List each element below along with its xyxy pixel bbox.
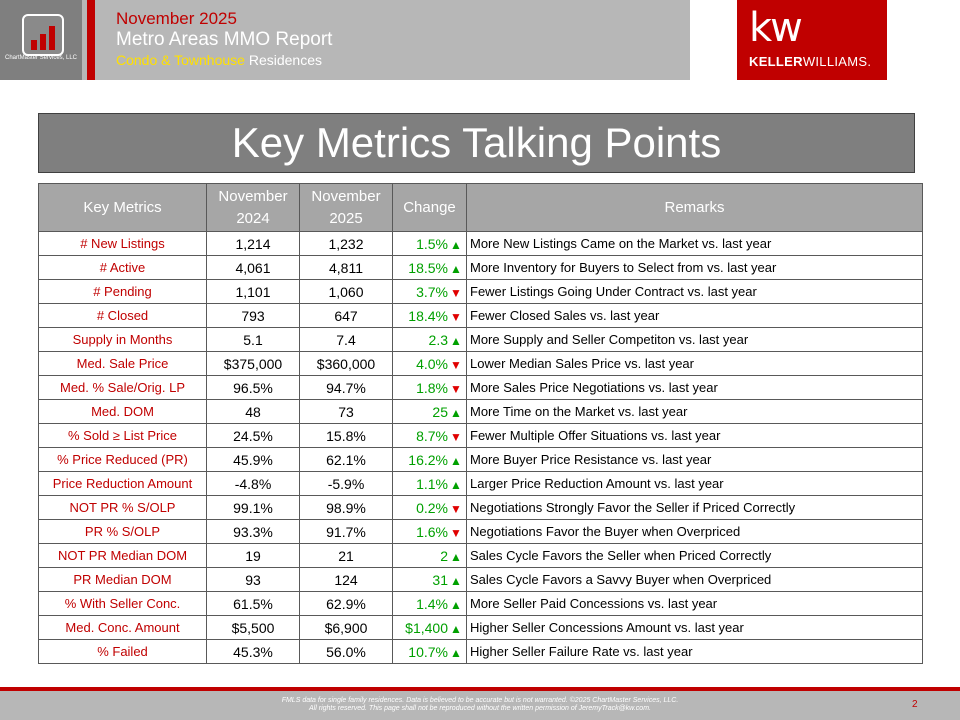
remark: Fewer Listings Going Under Contract vs. last year — [467, 280, 923, 304]
table-row — [39, 376, 923, 400]
value-year1: $375,000 — [207, 352, 300, 376]
change-value: 1.5% — [416, 235, 448, 252]
triangle-down-icon: ▼ — [450, 309, 462, 324]
bar-chart-icon — [22, 14, 64, 56]
metric-name: Price Reduction Amount — [39, 472, 207, 496]
value-year1: 1,214 — [207, 232, 300, 256]
change-value: 8.7% — [416, 427, 448, 444]
change-value: 2 — [440, 547, 448, 564]
change-cell — [393, 448, 467, 472]
change-cell — [393, 616, 467, 640]
value-year1: 4,061 — [207, 256, 300, 280]
change-value: 1.4% — [416, 595, 448, 612]
remark: More Sales Price Negotiations vs. last year — [467, 376, 923, 400]
footer-line1: FMLS data for single family residences. Data is believed to be accurate but is not warranted. ©2025 ChartMaster Services, LLC. — [281, 697, 679, 704]
table-row — [39, 640, 923, 664]
value-year2: 4,811 — [300, 256, 393, 280]
remark: Larger Price Reduction Amount vs. last year — [467, 472, 923, 496]
metric-name: NOT PR Median DOM — [39, 544, 207, 568]
triangle-down-icon: ▼ — [450, 501, 462, 516]
remark: Negotiations Strongly Favor the Seller if Priced Correctly — [467, 496, 923, 520]
change-value: 2.3 — [428, 331, 448, 348]
triangle-up-icon: ▲ — [450, 261, 462, 276]
table-row — [39, 352, 923, 376]
change-value: 1.8% — [416, 379, 448, 396]
table-row — [39, 616, 923, 640]
table-row — [39, 400, 923, 424]
change-value: 18.4% — [408, 307, 448, 324]
metric-name: # Active — [39, 256, 207, 280]
value-year1: 793 — [207, 304, 300, 328]
kw-name: KELLERWILLIAMS. — [749, 54, 872, 69]
value-year2: 21 — [300, 544, 393, 568]
footer-line2: All rights reserved. This page shall not be reproduced without the written permission of JeremyTrack@kw.com. — [309, 705, 651, 712]
change-cell — [393, 304, 467, 328]
remark: More Inventory for Buyers to Select from vs. last year — [467, 256, 923, 280]
triangle-down-icon: ▼ — [450, 429, 462, 444]
metric-name: NOT PR % S/OLP — [39, 496, 207, 520]
header-remarks: Remarks — [467, 184, 923, 232]
table-row — [39, 520, 923, 544]
change-value: 1.6% — [416, 523, 448, 540]
metric-name: # Closed — [39, 304, 207, 328]
value-year2: 7.4 — [300, 328, 393, 352]
remark: More Seller Paid Concessions vs. last year — [467, 592, 923, 616]
value-year2: 124 — [300, 568, 393, 592]
table-row — [39, 496, 923, 520]
metric-name: Med. DOM — [39, 400, 207, 424]
header-year1: November 2024 — [207, 184, 300, 232]
value-year2: 62.9% — [300, 592, 393, 616]
remark: Higher Seller Failure Rate vs. last year — [467, 640, 923, 664]
header-divider — [87, 0, 95, 80]
remark: More Buyer Price Resistance vs. last year — [467, 448, 923, 472]
value-year2: 15.8% — [300, 424, 393, 448]
triangle-down-icon: ▼ — [450, 285, 462, 300]
remark: More Supply and Seller Competiton vs. last year — [467, 328, 923, 352]
triangle-up-icon: ▲ — [450, 645, 462, 660]
metric-name: # Pending — [39, 280, 207, 304]
triangle-up-icon: ▲ — [450, 621, 462, 636]
table-row — [39, 592, 923, 616]
change-value: 4.0% — [416, 355, 448, 372]
change-value: 25 — [432, 403, 448, 420]
change-cell — [393, 256, 467, 280]
table-row — [39, 232, 923, 256]
remark: Higher Seller Concessions Amount vs. last year — [467, 616, 923, 640]
page-title: Key Metrics Talking Points — [38, 113, 915, 173]
change-cell — [393, 472, 467, 496]
value-year2: 647 — [300, 304, 393, 328]
remark: Fewer Closed Sales vs. last year — [467, 304, 923, 328]
change-cell — [393, 520, 467, 544]
metric-name: Med. Conc. Amount — [39, 616, 207, 640]
triangle-up-icon: ▲ — [450, 597, 462, 612]
value-year2: 98.9% — [300, 496, 393, 520]
value-year2: 62.1% — [300, 448, 393, 472]
metric-name: Med. % Sale/Orig. LP — [39, 376, 207, 400]
change-cell — [393, 376, 467, 400]
property-type-suffix: Residences — [244, 52, 322, 68]
remark: Sales Cycle Favors a Savvy Buyer when Overpriced — [467, 568, 923, 592]
report-title: Metro Areas MMO Report — [116, 29, 333, 50]
logo-text: ChartMaster Services, LLC — [4, 55, 78, 61]
change-value: $1,400 — [405, 619, 448, 636]
change-value: 18.5% — [408, 259, 448, 276]
table-body — [39, 232, 923, 664]
header-year2: November 2025 — [300, 184, 393, 232]
change-cell — [393, 352, 467, 376]
triangle-up-icon: ▲ — [450, 405, 462, 420]
change-value: 31 — [432, 571, 448, 588]
metric-name: PR % S/OLP — [39, 520, 207, 544]
metric-name: % Failed — [39, 640, 207, 664]
value-year1: 96.5% — [207, 376, 300, 400]
page-number: 2 — [912, 699, 918, 710]
change-value: 3.7% — [416, 283, 448, 300]
change-cell — [393, 400, 467, 424]
table-row — [39, 328, 923, 352]
value-year2: 1,060 — [300, 280, 393, 304]
keller-williams-logo — [737, 0, 887, 80]
table-row — [39, 256, 923, 280]
remark: Negotiations Favor the Buyer when Overpriced — [467, 520, 923, 544]
table-row — [39, 568, 923, 592]
footer-disclaimer — [180, 697, 780, 713]
value-year2: $6,900 — [300, 616, 393, 640]
value-year1: 1,101 — [207, 280, 300, 304]
change-cell — [393, 232, 467, 256]
change-cell — [393, 328, 467, 352]
value-year2: -5.9% — [300, 472, 393, 496]
value-year1: 24.5% — [207, 424, 300, 448]
triangle-up-icon: ▲ — [450, 573, 462, 588]
metric-name: Med. Sale Price — [39, 352, 207, 376]
chartmaster-logo — [0, 0, 82, 80]
kw-mark: kw — [749, 5, 801, 51]
triangle-up-icon: ▲ — [450, 477, 462, 492]
value-year1: 61.5% — [207, 592, 300, 616]
value-year1: 5.1 — [207, 328, 300, 352]
change-cell — [393, 496, 467, 520]
change-cell — [393, 592, 467, 616]
triangle-up-icon: ▲ — [450, 453, 462, 468]
table-row — [39, 424, 923, 448]
triangle-down-icon: ▼ — [450, 525, 462, 540]
value-year1: 93 — [207, 568, 300, 592]
remark: More Time on the Market vs. last year — [467, 400, 923, 424]
change-cell — [393, 568, 467, 592]
table-header-row — [39, 184, 923, 232]
table-row — [39, 304, 923, 328]
header-change: Change — [393, 184, 467, 232]
remark: Sales Cycle Favors the Seller when Priced Correctly — [467, 544, 923, 568]
report-month: November 2025 — [116, 9, 237, 28]
metric-name: # New Listings — [39, 232, 207, 256]
value-year1: 99.1% — [207, 496, 300, 520]
remark: Lower Median Sales Price vs. last year — [467, 352, 923, 376]
triangle-up-icon: ▲ — [450, 333, 462, 348]
table-row — [39, 448, 923, 472]
metric-name: % Sold ≥ List Price — [39, 424, 207, 448]
value-year2: 91.7% — [300, 520, 393, 544]
value-year2: 73 — [300, 400, 393, 424]
value-year1: 48 — [207, 400, 300, 424]
report-subtitle — [116, 52, 322, 68]
value-year2: 56.0% — [300, 640, 393, 664]
change-cell — [393, 544, 467, 568]
triangle-up-icon: ▲ — [450, 549, 462, 564]
table-row — [39, 472, 923, 496]
value-year1: -4.8% — [207, 472, 300, 496]
triangle-up-icon: ▲ — [450, 237, 462, 252]
change-value: 0.2% — [416, 499, 448, 516]
value-year1: 45.3% — [207, 640, 300, 664]
value-year1: 45.9% — [207, 448, 300, 472]
change-cell — [393, 280, 467, 304]
change-cell — [393, 424, 467, 448]
table-row — [39, 544, 923, 568]
change-value: 1.1% — [416, 475, 448, 492]
remark: Fewer Multiple Offer Situations vs. last year — [467, 424, 923, 448]
change-cell — [393, 640, 467, 664]
change-value: 16.2% — [408, 451, 448, 468]
value-year1: 19 — [207, 544, 300, 568]
property-type: Condo & Townhouse — [116, 52, 245, 68]
metric-name: % Price Reduced (PR) — [39, 448, 207, 472]
header-bar — [0, 0, 690, 80]
change-value: 10.7% — [408, 643, 448, 660]
value-year1: $5,500 — [207, 616, 300, 640]
triangle-down-icon: ▼ — [450, 381, 462, 396]
value-year2: $360,000 — [300, 352, 393, 376]
metrics-table — [38, 183, 923, 664]
metric-name: PR Median DOM — [39, 568, 207, 592]
triangle-down-icon: ▼ — [450, 357, 462, 372]
remark: More New Listings Came on the Market vs. last year — [467, 232, 923, 256]
metric-name: % With Seller Conc. — [39, 592, 207, 616]
value-year1: 93.3% — [207, 520, 300, 544]
table-row — [39, 280, 923, 304]
header-metric: Key Metrics — [39, 184, 207, 232]
metric-name: Supply in Months — [39, 328, 207, 352]
value-year2: 94.7% — [300, 376, 393, 400]
value-year2: 1,232 — [300, 232, 393, 256]
